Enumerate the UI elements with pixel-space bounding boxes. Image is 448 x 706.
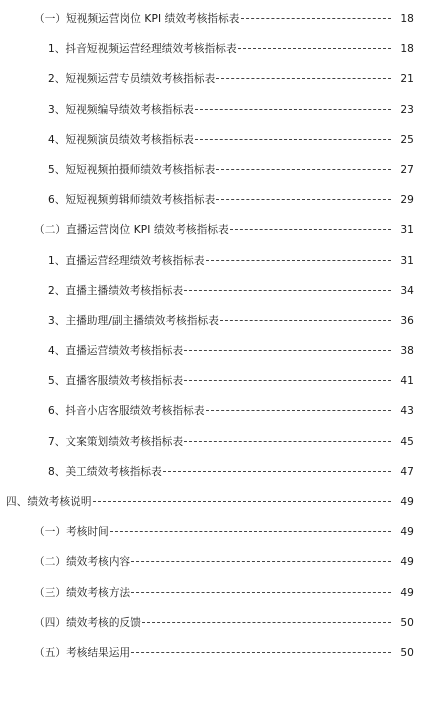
toc-entry[interactable] xyxy=(0,246,448,276)
toc-entry[interactable] xyxy=(0,638,448,668)
toc-entry[interactable] xyxy=(0,547,448,577)
toc-entry-number: 3、 xyxy=(48,314,66,327)
toc-entry-title: 直播运营岗位 KPI 绩效考核指标表 xyxy=(66,224,229,237)
toc-entry-number: 4、 xyxy=(48,133,66,146)
toc-entry-number: （二） xyxy=(34,556,67,569)
toc-entry-number: 4、 xyxy=(48,345,66,358)
toc-entry-page: 43 xyxy=(400,405,414,418)
toc-leader xyxy=(131,652,391,653)
toc-entry-title: 短短视频拍摄师绩效考核指标表 xyxy=(65,163,216,176)
toc-entry[interactable] xyxy=(0,608,448,638)
toc-entry-title: 绩效考核方法 xyxy=(66,586,131,599)
toc-entry-number: （二） xyxy=(34,224,67,237)
toc-leader xyxy=(93,501,391,502)
toc-leader xyxy=(238,48,391,49)
toc-entry[interactable] xyxy=(0,276,448,306)
toc-entry-number: 2、 xyxy=(48,284,66,297)
toc-leader xyxy=(110,531,391,532)
toc-entry-title: 绩效考核说明 xyxy=(27,496,92,508)
toc-leader xyxy=(184,350,391,351)
toc-entry-title: 考核时间 xyxy=(66,526,109,539)
toc-entry-title: 考核结果运用 xyxy=(66,646,131,659)
toc-entry-page: 47 xyxy=(400,465,414,478)
toc-entry[interactable] xyxy=(0,215,448,245)
toc-leader xyxy=(184,441,391,442)
toc-entry-number: （四） xyxy=(34,616,67,629)
toc-entry-page: 31 xyxy=(400,224,414,237)
toc-entry-title: 美工绩效考核指标表 xyxy=(65,465,162,478)
toc-entry-page: 29 xyxy=(400,194,414,207)
toc-entry[interactable] xyxy=(0,306,448,336)
toc-entry-page: 50 xyxy=(400,616,414,629)
toc-entry[interactable] xyxy=(0,185,448,215)
toc-leader xyxy=(216,169,391,170)
toc-entry-title: 直播客服绩效考核指标表 xyxy=(65,375,184,388)
toc-entry-page: 41 xyxy=(400,375,414,388)
toc-entry-page: 27 xyxy=(400,163,414,176)
toc-leader xyxy=(230,229,391,230)
toc-entry-title: 直播运营绩效考核指标表 xyxy=(65,345,184,358)
toc-entry[interactable] xyxy=(0,155,448,185)
toc-leader xyxy=(195,109,391,110)
toc-entry[interactable] xyxy=(0,517,448,547)
toc-entry-number: （三） xyxy=(34,586,67,599)
toc-entry-title: 短视频运营岗位 KPI 绩效考核指标表 xyxy=(66,13,240,25)
toc-entry[interactable] xyxy=(0,578,448,608)
toc-entry-number: 5、 xyxy=(48,163,66,176)
toc-leader xyxy=(163,471,391,472)
toc-entry[interactable] xyxy=(0,95,448,125)
toc-entry-number: 四、 xyxy=(6,496,28,508)
toc-entry[interactable] xyxy=(0,64,448,94)
toc-entry[interactable] xyxy=(0,457,448,487)
toc-entry-number: 8、 xyxy=(48,465,66,478)
toc-leader xyxy=(241,18,392,19)
toc-entry-title: 抖音短视频运营经理绩效考核指标表 xyxy=(65,43,237,56)
toc-entry-page: 18 xyxy=(400,43,414,56)
toc-entry-number: 2、 xyxy=(48,73,66,86)
toc-entry[interactable] xyxy=(0,396,448,426)
toc-entry-page: 36 xyxy=(400,314,414,327)
toc-leader xyxy=(216,199,391,200)
toc-entry[interactable] xyxy=(0,336,448,366)
toc-leader xyxy=(206,410,391,411)
toc-entry[interactable] xyxy=(0,366,448,396)
toc-entry-title: 直播主播绩效考核指标表 xyxy=(65,284,184,297)
toc-entry-number: 7、 xyxy=(48,435,66,448)
toc-entry-page: 21 xyxy=(400,73,414,86)
toc-entry-number: （一） xyxy=(34,13,67,25)
toc-leader xyxy=(195,139,391,140)
toc-entry-page: 49 xyxy=(400,586,414,599)
table-of-contents xyxy=(0,4,448,668)
toc-entry-title: 抖音小店客服绩效考核指标表 xyxy=(65,405,205,418)
toc-entry-number: 3、 xyxy=(48,103,66,116)
toc-leader xyxy=(184,290,391,291)
toc-entry[interactable] xyxy=(0,34,448,64)
toc-entry-number: 1、 xyxy=(48,43,66,56)
toc-entry[interactable] xyxy=(0,487,448,517)
toc-entry-page: 38 xyxy=(400,345,414,358)
toc-leader xyxy=(216,78,391,79)
toc-entry-page: 49 xyxy=(400,556,414,569)
toc-entry-number: （五） xyxy=(34,646,67,659)
toc-entry-title: 短短视频剪辑师绩效考核指标表 xyxy=(65,194,216,207)
toc-entry-number: 6、 xyxy=(48,194,66,207)
toc-leader xyxy=(220,320,391,321)
toc-entry-page: 50 xyxy=(400,646,414,659)
toc-entry-title: 文案策划绩效考核指标表 xyxy=(65,435,184,448)
toc-entry-page: 31 xyxy=(400,254,414,267)
toc-entry-title: 短视频编导绩效考核指标表 xyxy=(65,103,194,116)
toc-entry-number: 6、 xyxy=(48,405,66,418)
toc-entry-number: 5、 xyxy=(48,375,66,388)
toc-entry[interactable] xyxy=(0,427,448,457)
toc-entry-page: 34 xyxy=(400,284,414,297)
toc-entry-title: 主播助理/副主播绩效考核指标表 xyxy=(65,314,219,327)
toc-entry-title: 绩效考核的反馈 xyxy=(66,616,141,629)
toc-leader xyxy=(142,622,391,623)
toc-entry-page: 49 xyxy=(400,496,414,508)
toc-leader xyxy=(131,561,391,562)
toc-entry[interactable] xyxy=(0,125,448,155)
toc-entry-page: 49 xyxy=(400,526,414,539)
toc-entry-title: 直播运营经理绩效考核指标表 xyxy=(65,254,205,267)
toc-entry-number: 1、 xyxy=(48,254,66,267)
toc-leader xyxy=(131,592,391,593)
toc-entry-title: 短视频运营专员绩效考核指标表 xyxy=(65,73,216,86)
toc-entry-page: 25 xyxy=(400,133,414,146)
toc-leader xyxy=(206,260,391,261)
toc-entry-title: 绩效考核内容 xyxy=(66,556,131,569)
toc-entry[interactable] xyxy=(0,4,448,34)
toc-entry-page: 18 xyxy=(400,13,414,25)
toc-leader xyxy=(184,380,391,381)
toc-entry-page: 23 xyxy=(400,103,414,116)
toc-entry-page: 45 xyxy=(400,435,414,448)
toc-entry-number: （一） xyxy=(34,526,67,539)
toc-entry-title: 短视频演员绩效考核指标表 xyxy=(65,133,194,146)
